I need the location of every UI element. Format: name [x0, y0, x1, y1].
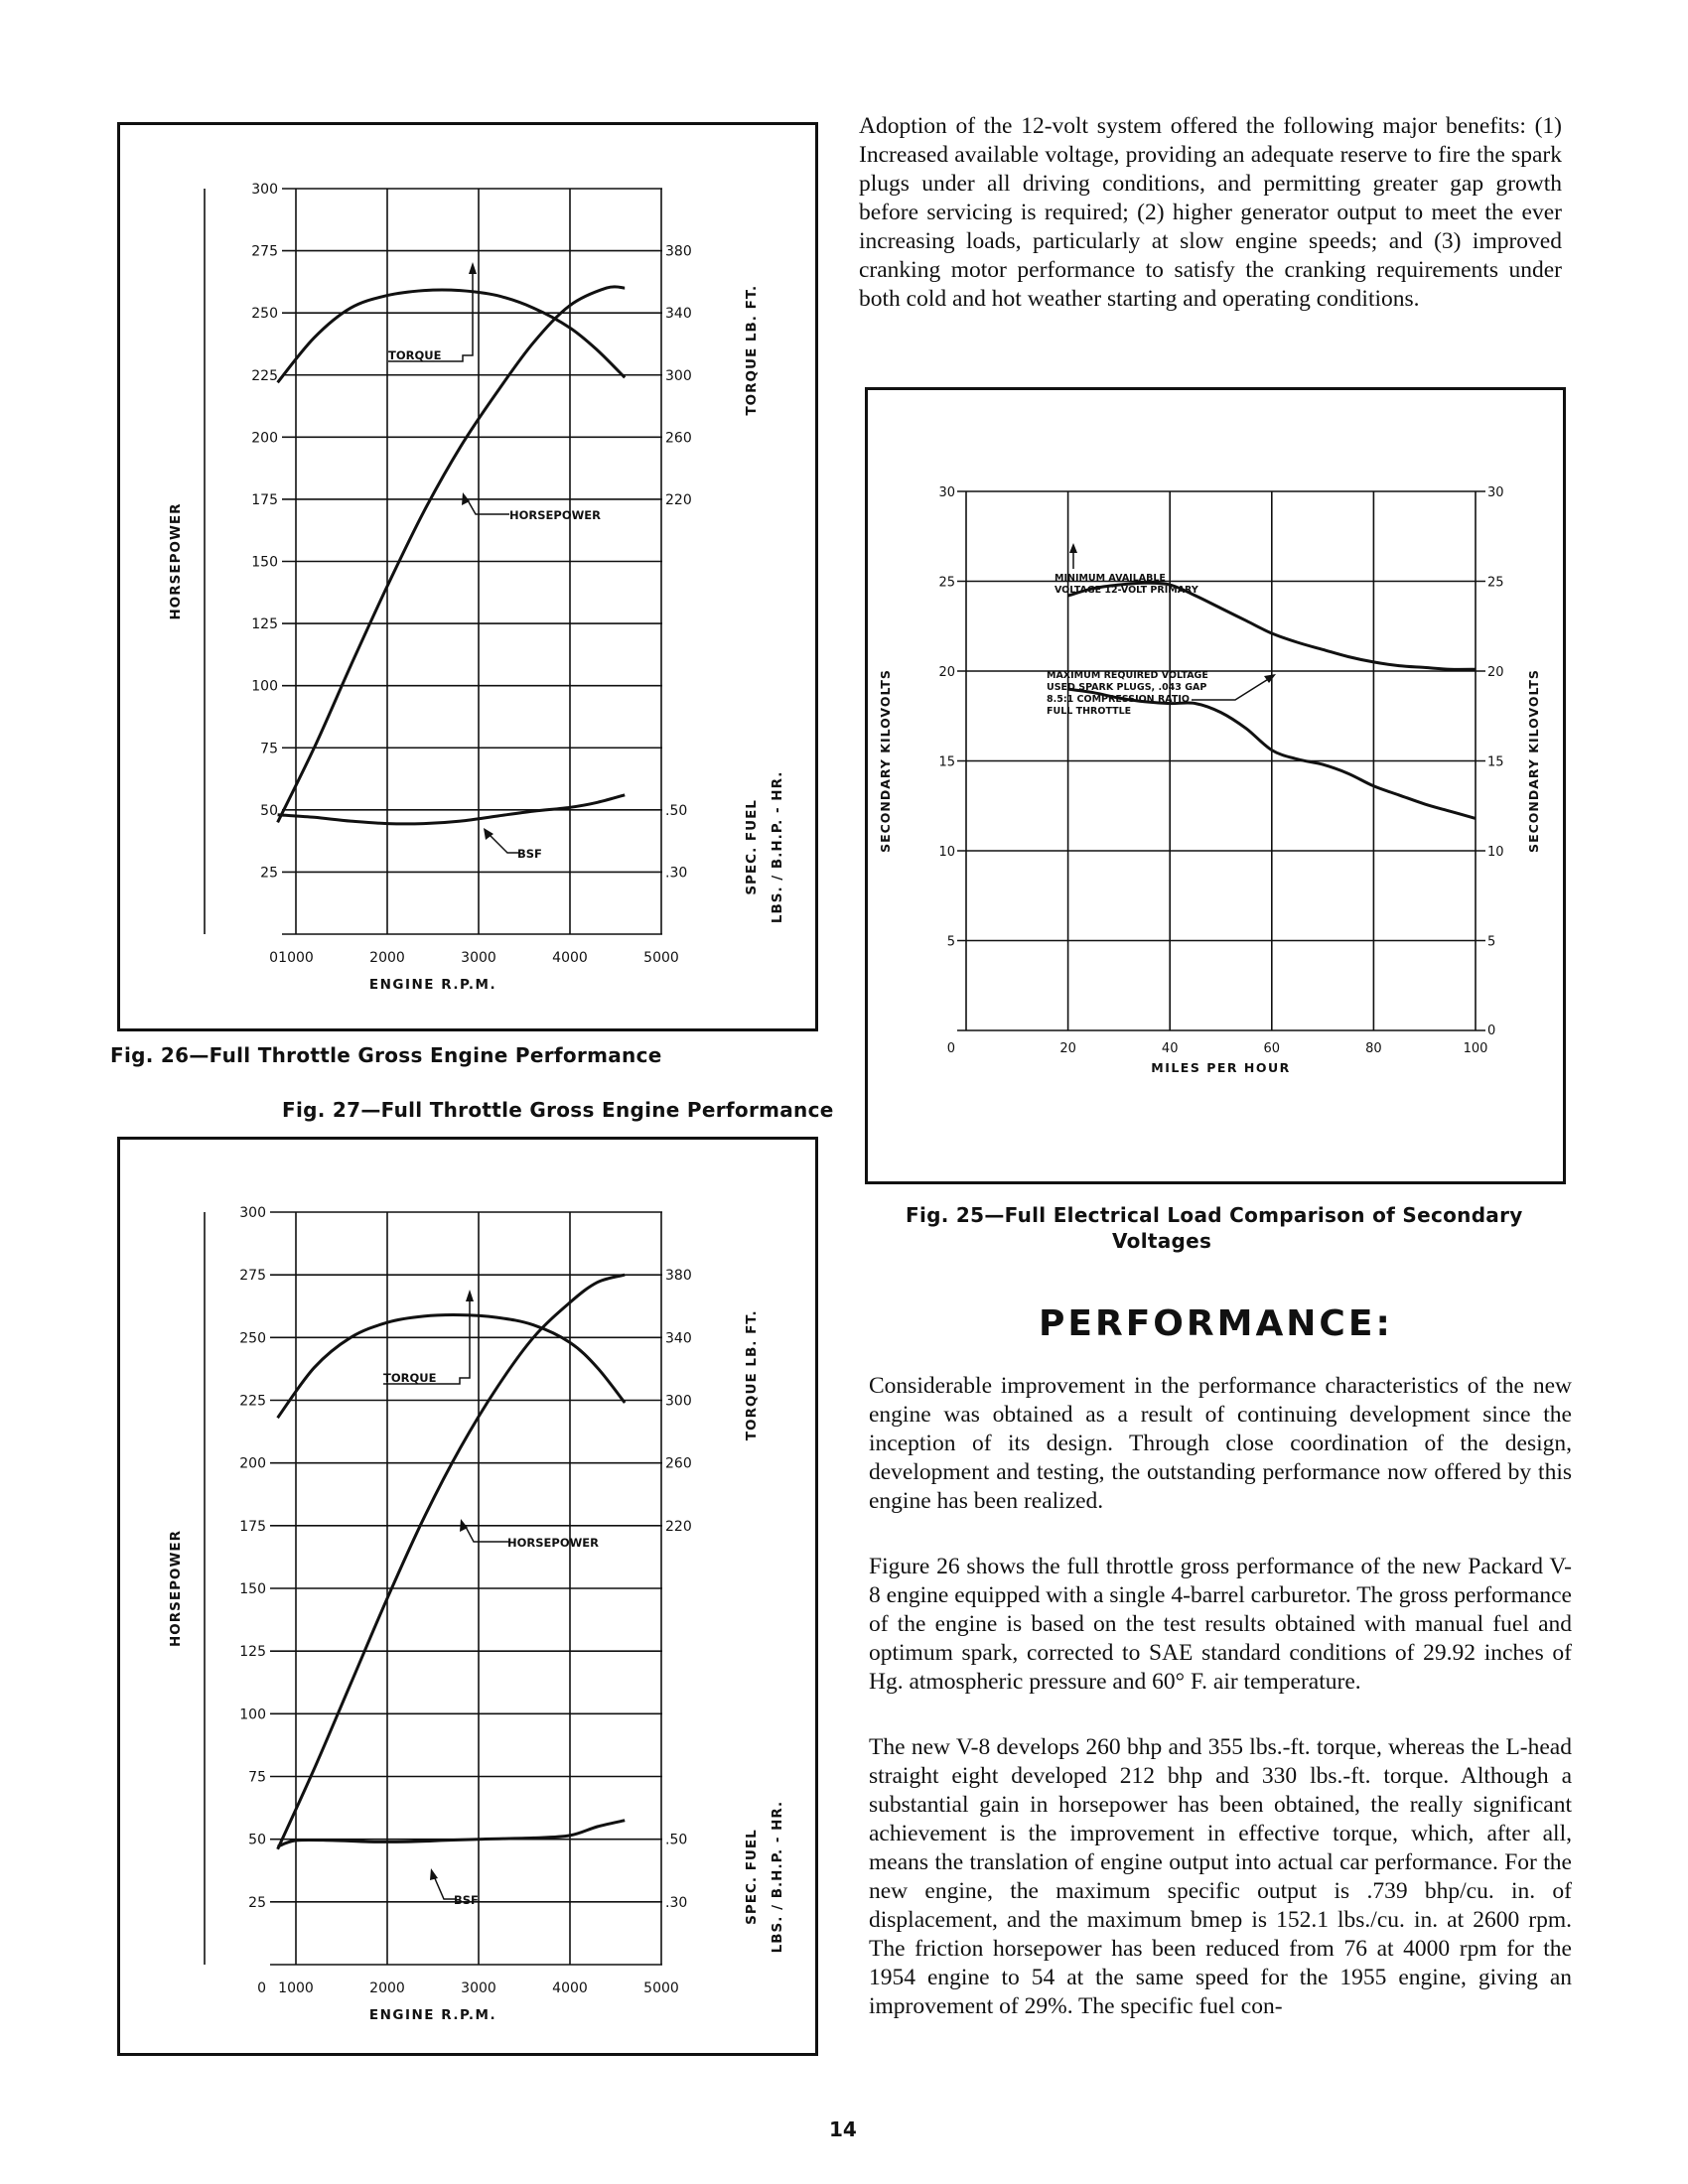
y-axis-label-fuel-line2: LBS. / B.H.P. - HR. — [770, 1800, 785, 1954]
y-tick-label-left: 30 — [938, 485, 955, 500]
x-tick-label: 1000 — [278, 950, 314, 966]
maximum-required-annotation-line4: FULL THROTTLE — [1047, 706, 1132, 717]
y-tick-label-left: 50 — [248, 1832, 266, 1848]
horsepower-annotation: HORSEPOWER — [509, 508, 601, 522]
bsf-annotation: BSF — [517, 847, 542, 861]
y-axis-label-horsepower: HORSEPOWER — [168, 1530, 184, 1647]
series-line-torque — [278, 1315, 626, 1419]
y-tick-label-left: 50 — [260, 802, 278, 819]
y-tick-label-left: 275 — [251, 243, 278, 260]
x-tick-label: 4000 — [552, 950, 588, 966]
y-axis-label-torque: TORQUE LB. FT. — [744, 284, 760, 416]
y-axis-label-left: SECONDARY KILOVOLTS — [878, 669, 893, 853]
y-tick-label-left: 20 — [938, 665, 955, 680]
y-tick-label-right: 5 — [1487, 934, 1496, 950]
minimum-available-annotation-line2: VOLTAGE 12-VOLT PRIMARY — [1055, 585, 1198, 596]
x-axis-label: MILES PER HOUR — [1151, 1060, 1291, 1075]
y-tick-label-torque: 340 — [665, 306, 692, 323]
x-tick-label: 2000 — [369, 950, 405, 966]
x-tick-label: 5000 — [643, 1980, 679, 1996]
figure-25-chart — [868, 390, 1563, 1181]
x-tick-label: 80 — [1365, 1041, 1382, 1056]
y-tick-label-right-zero: 0 — [1487, 1024, 1496, 1038]
bsf-leader-line — [490, 835, 519, 853]
y-tick-label-left: 75 — [248, 1769, 266, 1786]
x-origin-label: 0 — [946, 1041, 955, 1056]
y-tick-label-left: 25 — [938, 575, 955, 591]
y-tick-label-torque: 220 — [665, 491, 692, 508]
figure-27-frame — [117, 1137, 818, 2056]
y-tick-label-left: 100 — [239, 1706, 266, 1723]
maximum-required-annotation-line1: MAXIMUM REQUIRED VOLTAGE — [1047, 670, 1208, 681]
minimum-available-annotation-line1: MINIMUM AVAILABLE — [1055, 573, 1166, 584]
bsf-leader-arrow — [430, 1868, 438, 1880]
series-line-bsf — [278, 1821, 626, 1847]
horsepower-annotation: HORSEPOWER — [507, 1536, 599, 1550]
paragraph-1: Considerable improvement in the performance characteristics of the new engine was obtained as a result of continuing development since the inception of its design. Through close coordination of the design, development and testing, the outstanding performance now offered by this engine has been realized. — [869, 1373, 1572, 1514]
y-tick-label-right: 30 — [1487, 485, 1504, 500]
y-tick-label-left: 100 — [251, 678, 278, 695]
y-tick-label-left: 250 — [239, 1330, 266, 1347]
y-tick-label-torque: 340 — [665, 1330, 692, 1347]
x-axis-label: ENGINE R.P.M. — [368, 977, 497, 993]
figure-27-chart — [120, 1140, 815, 2053]
figure-25-caption-line1: Fig. 25—Full Electrical Load Comparison of Secondary — [906, 1203, 1523, 1227]
x-tick-label: 60 — [1263, 1041, 1281, 1056]
series-line-horsepower — [278, 287, 626, 823]
y-tick-label-fuel: .50 — [665, 1832, 688, 1848]
y-tick-label-fuel: .50 — [665, 802, 688, 819]
y-tick-label-left: 225 — [239, 1393, 266, 1410]
y-axis-label-torque: TORQUE LB. FT. — [744, 1309, 760, 1441]
y-tick-label-right: 20 — [1487, 665, 1504, 680]
torque-leader-arrow — [466, 1290, 474, 1301]
y-tick-label-left: 175 — [251, 491, 278, 508]
figure-25-caption-line2: Voltages — [1112, 1229, 1212, 1253]
x-tick-label: 40 — [1161, 1041, 1179, 1056]
page-number: 14 — [829, 2117, 857, 2141]
bsf-annotation: BSF — [454, 1893, 479, 1907]
paragraph-3: The new V-8 develops 260 bhp and 355 lbs.-ft. torque, whereas the L-head straight eight developed 212 bhp and 330 lbs.-ft. torque. Although a substantial gain in horsepower has been obtained, the really significant achievement is the improvement in effective torque, which, after all, means the translation of engine output into actual car performance. For the new engine, the maximum specific output is .739 bhp/cu. in. of displacement, and the maximum bmep is 152.1 lbs./cu. in. at 2600 rpm. The friction horsepower has been reduced from 76 at 4000 rpm for the 1954 engine to 54 at the same speed for the 1955 engine, giving an improvement of 29%. The specific fuel con- — [869, 1734, 1572, 2019]
x-tick-label: 20 — [1059, 1041, 1076, 1056]
y-tick-label-left: 75 — [260, 741, 278, 757]
y-tick-label-left: 25 — [248, 1894, 266, 1911]
x-tick-label: 2000 — [369, 1980, 405, 1996]
y-tick-label-torque: 380 — [665, 243, 692, 260]
y-axis-label-fuel-line1: SPEC. FUEL — [744, 799, 760, 895]
y-axis-label-fuel-line1: SPEC. FUEL — [744, 1829, 760, 1925]
y-tick-label-torque: 300 — [665, 367, 692, 384]
y-tick-label-torque: 220 — [665, 1518, 692, 1535]
y-tick-label-left: 125 — [251, 616, 278, 633]
torque-leader-arrow — [469, 262, 477, 274]
y-tick-label-fuel: .30 — [665, 865, 688, 882]
series-line-horsepower — [278, 1275, 626, 1849]
y-tick-label-left: 25 — [260, 865, 278, 882]
y-tick-label-left: 175 — [239, 1518, 266, 1535]
y-tick-label-left: 275 — [239, 1268, 266, 1285]
y-tick-label-right: 15 — [1487, 754, 1504, 770]
torque-annotation: TORQUE — [388, 348, 442, 362]
x-tick-label: 100 — [1463, 1041, 1488, 1056]
y-tick-label-torque: 260 — [665, 430, 692, 447]
x-tick-label: 5000 — [643, 950, 679, 966]
y-axis-label-fuel-line2: LBS. / B.H.P. - HR. — [770, 770, 785, 924]
maximum-required-leader-arrow — [1264, 674, 1276, 683]
y-tick-label-torque: 300 — [665, 1393, 692, 1410]
y-tick-label-left: 5 — [946, 934, 955, 950]
paragraph-2: Figure 26 shows the full throttle gross performance of the new Packard V-8 engine equipped with a single 4-barrel carburetor. The gross performance of the engine is based on the test results obtained with manual fuel and optimum spark, corrected to SAE standard conditions of 29.92 inches of Hg. atmospheric pressure and 60° F. air temperature. — [869, 1554, 1572, 1695]
x-axis-label: ENGINE R.P.M. — [368, 2007, 497, 2023]
horsepower-leader-line — [468, 500, 509, 514]
figure-25-frame — [865, 387, 1566, 1184]
y-tick-label-left: 300 — [251, 182, 278, 198]
maximum-required-annotation-line3: 8.5:1 COMPRESSION RATIO — [1047, 694, 1190, 705]
figure-26-frame — [117, 122, 818, 1031]
y-tick-label-left: 150 — [251, 554, 278, 571]
y-tick-label-left: 10 — [938, 845, 955, 860]
y-tick-label-left: 300 — [239, 1205, 266, 1221]
figure-26-chart — [120, 125, 815, 1028]
y-axis-label-horsepower: HORSEPOWER — [168, 502, 184, 620]
y-tick-label-fuel: .30 — [665, 1894, 688, 1911]
bsf-leader-line — [434, 1876, 456, 1899]
intro-paragraph: Adoption of the 12-volt system offered the following major benefits: (1) Increased available voltage, providing an adequate reserve to fire the spark plugs under all driving conditions, and permitting greater gap growth before servicing is required; (2) higher generator output to meet the ever increasing loads, particularly at slow engine speeds; and (3) improved cranking motor performance to satisfy the cranking requirements under both cold and hot weather starting and operating conditions. — [859, 113, 1562, 312]
x-tick-label: 3000 — [461, 950, 496, 966]
x-tick-label: 1000 — [278, 1980, 314, 1996]
x-tick-label: 3000 — [461, 1980, 496, 1996]
y-tick-label-left: 225 — [251, 367, 278, 384]
maximum-required-annotation-line2: USED SPARK PLUGS, .043 GAP — [1047, 682, 1207, 693]
x-tick-label: 4000 — [552, 1980, 588, 1996]
y-tick-label-torque: 260 — [665, 1455, 692, 1472]
y-tick-label-right: 10 — [1487, 845, 1504, 860]
y-tick-label-torque: 380 — [665, 1268, 692, 1285]
figure-26-caption: Fig. 26—Full Throttle Gross Engine Performance — [110, 1043, 662, 1067]
x-origin-label: 0 — [269, 950, 278, 966]
minimum-available-leader-arrow — [1069, 543, 1077, 553]
figure-27-caption: Fig. 27—Full Throttle Gross Engine Performance — [282, 1098, 834, 1122]
performance-heading: PERFORMANCE: — [1039, 1303, 1393, 1344]
x-origin-label: 0 — [257, 1980, 266, 1996]
y-tick-label-left: 15 — [938, 754, 955, 770]
y-tick-label-left: 150 — [239, 1581, 266, 1597]
torque-annotation: TORQUE — [383, 1371, 437, 1385]
y-tick-label-right: 25 — [1487, 575, 1504, 591]
y-tick-label-left: 200 — [251, 430, 278, 447]
y-axis-label-right: SECONDARY KILOVOLTS — [1526, 669, 1541, 853]
y-tick-label-left: 125 — [239, 1644, 266, 1661]
y-tick-label-left: 250 — [251, 306, 278, 323]
horsepower-leader-line — [466, 1527, 509, 1542]
y-tick-label-left: 200 — [239, 1455, 266, 1472]
